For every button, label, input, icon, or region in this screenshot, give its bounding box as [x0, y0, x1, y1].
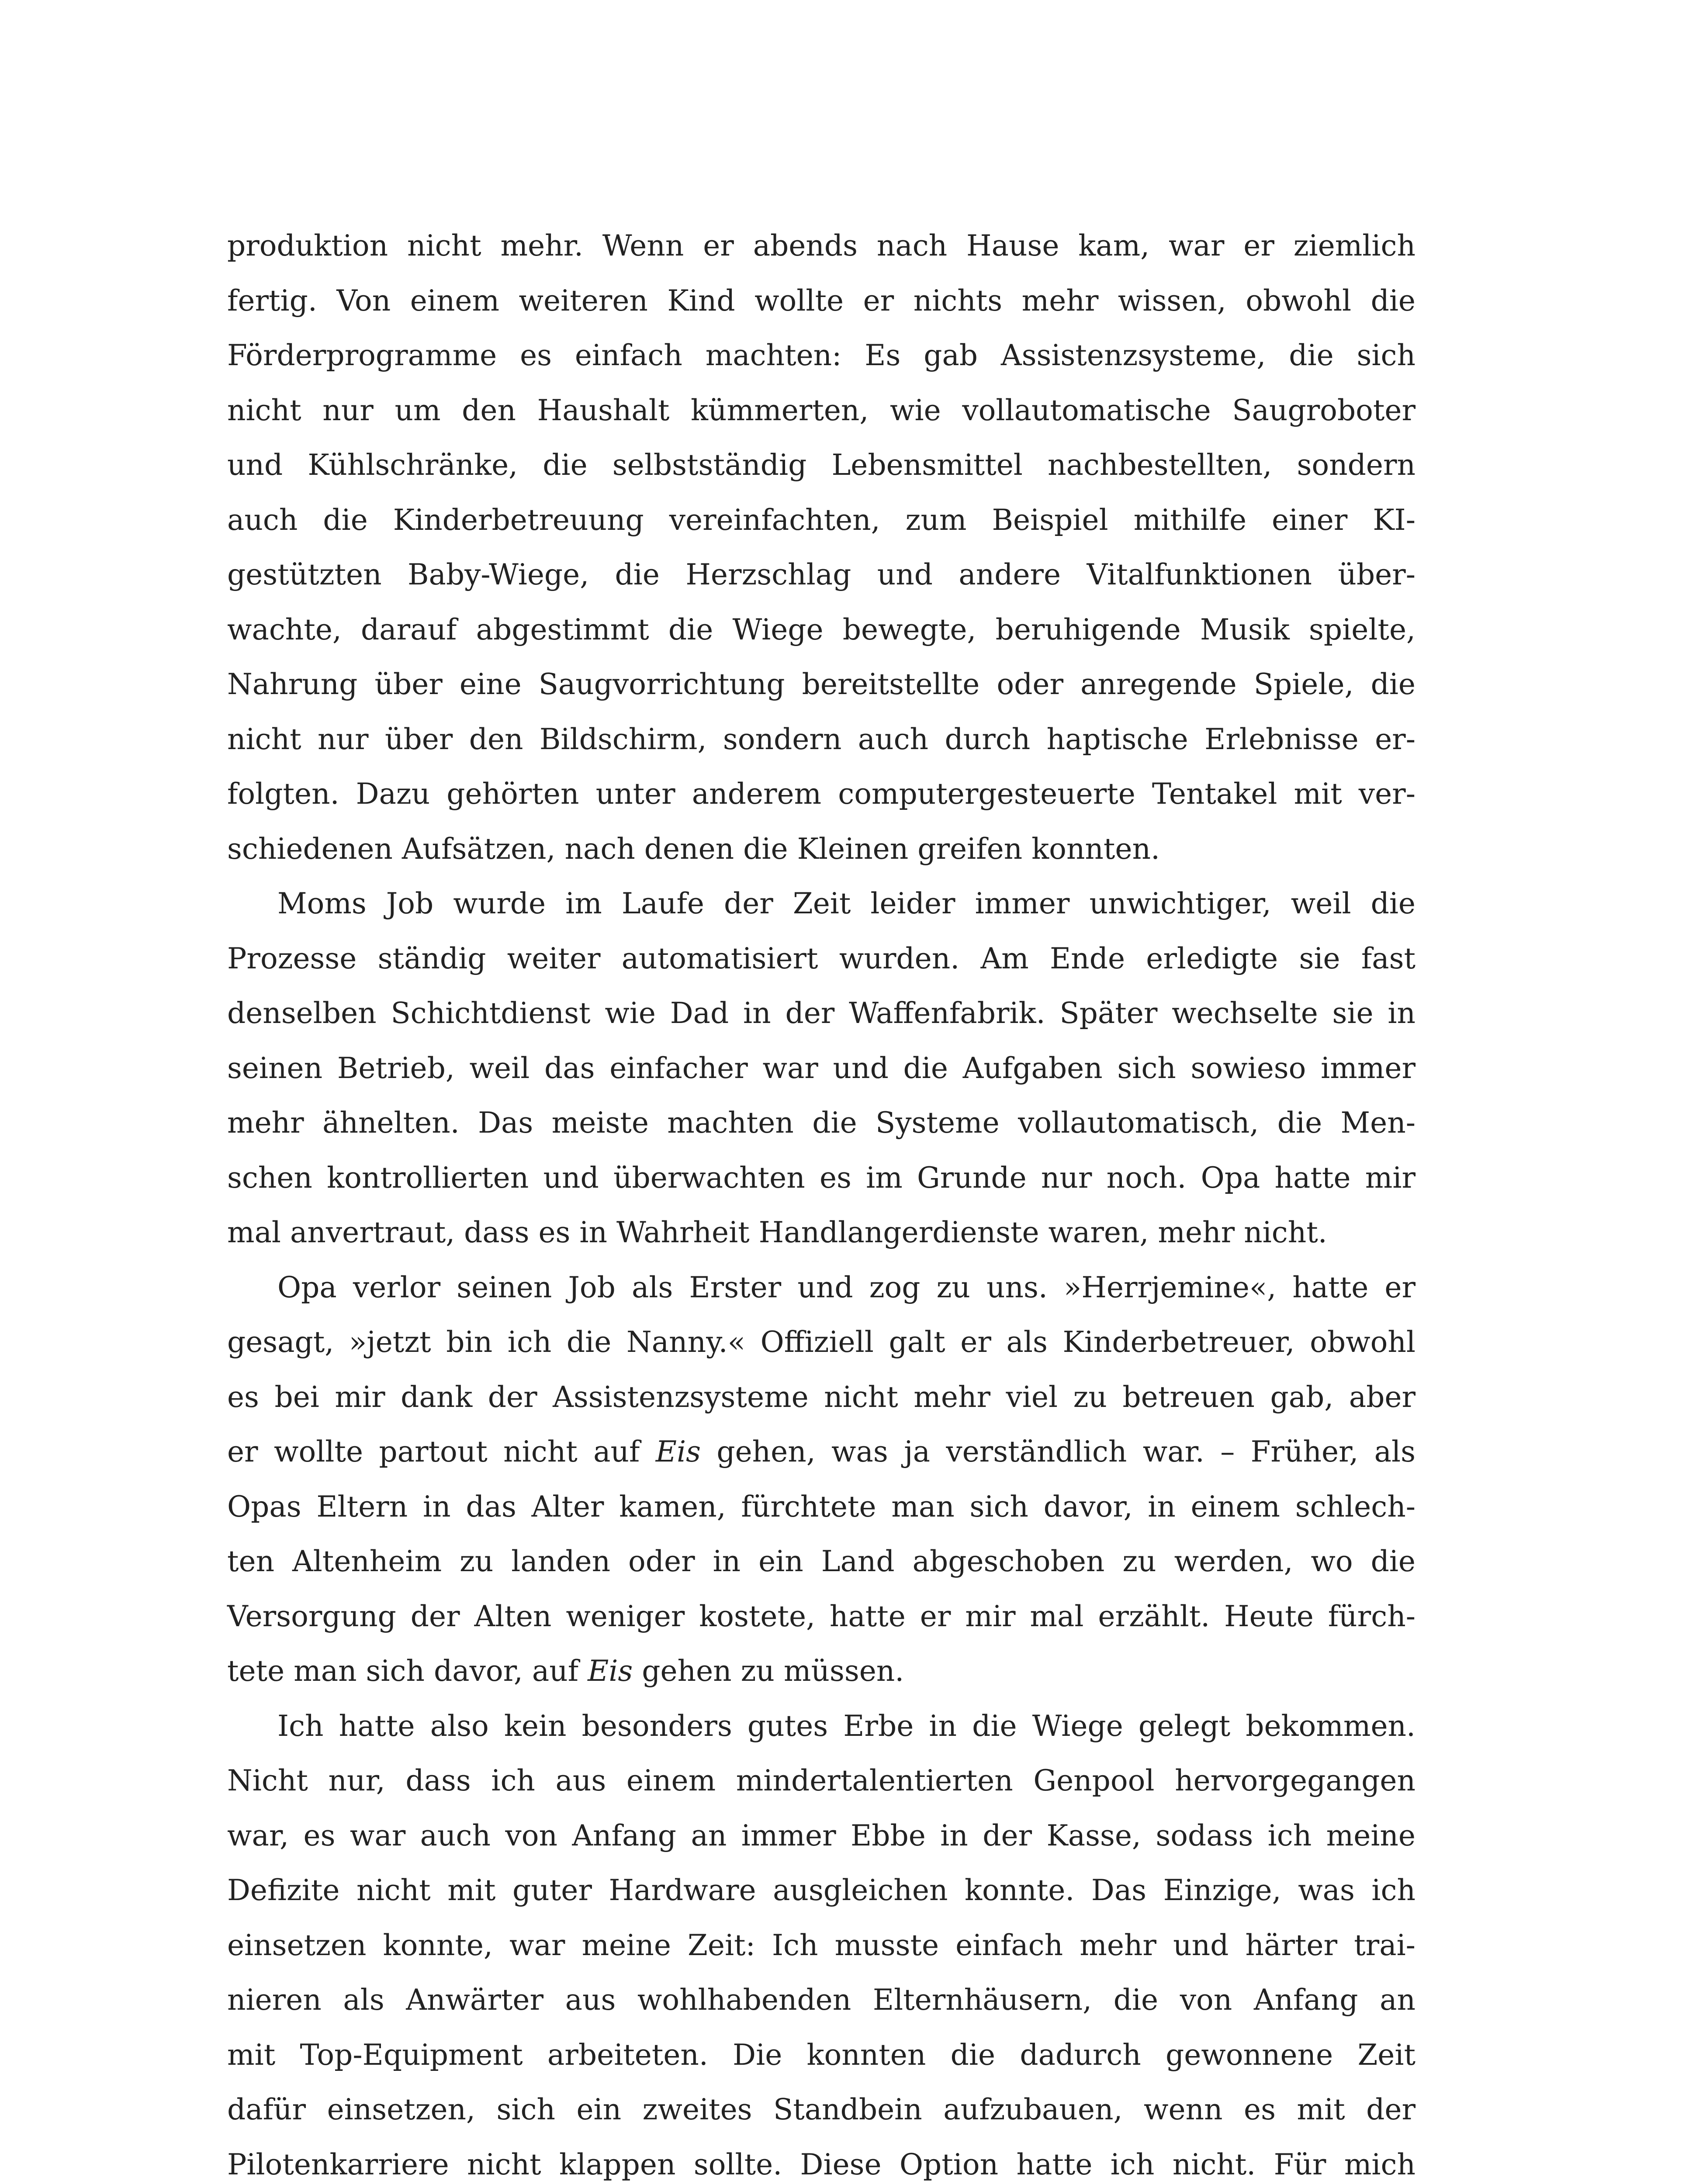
text-line: ten Altenheim zu landen oder in ein Land abgeschoben zu werden, wo die	[227, 1545, 1416, 1578]
text-line: wachte, darauf abgestimmt die Wiege bewegte, beruhigende Musik spielte,	[227, 612, 1416, 646]
body-text	[227, 218, 1416, 2184]
text-line: Opas Eltern in das Alter kamen, fürchtete man sich davor, in einem schlech-	[227, 1489, 1416, 1524]
text-line: Nicht nur, dass ich aus einem mindertalentierten Genpool hervorgegangen	[227, 1764, 1416, 1797]
text-line: mit Top-Equipment arbeiteten. Die konnten die dadurch gewonnene Zeit	[227, 2038, 1416, 2072]
text-line: denselben Schichtdienst wie Dad in der Waffenfabrik. Später wechselte sie in	[227, 996, 1416, 1030]
text-line: schiedenen Aufsätzen, nach denen die Kleinen greifen konnten.	[227, 832, 1160, 866]
text-line: und Kühlschränke, die selbstständig Lebensmittel nachbestellten, sondern	[227, 448, 1416, 482]
text-line: schen kontrollierten und überwachten es im Grunde nur noch. Opa hatte mir	[227, 1161, 1416, 1195]
text-line: Förderprogramme es einfach machten: Es gab Assistenzsysteme, die sich	[227, 339, 1416, 372]
text-line-segment: er wollte partout nicht auf	[227, 1435, 656, 1469]
text-line	[227, 1644, 1416, 1699]
text-line: folgten. Dazu gehörten unter anderem computergesteuerte Tentakel mit ver-	[227, 777, 1416, 811]
emphasized-word: Eis	[655, 1435, 701, 1469]
text-line: produktion nicht mehr. Wenn er abends nach Hause kam, war er ziemlich	[227, 229, 1416, 263]
emphasized-word: Eis	[588, 1654, 633, 1688]
text-line: Ich hatte also kein besonders gutes Erbe in die Wiege gelegt bekommen.	[277, 1709, 1416, 1743]
text-line: Defizite nicht mit guter Hardware ausgleichen konnte. Das Einzige, was ich	[227, 1873, 1416, 1907]
text-line-segment: gehen zu müssen.	[633, 1654, 904, 1688]
text-line: nicht nur über den Bildschirm, sondern auch durch haptische Erlebnisse er-	[227, 722, 1416, 756]
text-line: es bei mir dank der Assistenzsysteme nicht mehr viel zu betreuen gab, aber	[227, 1380, 1416, 1414]
text-line: mal anvertraut, dass es in Wahrheit Handlangerdienste waren, mehr nicht.	[227, 1216, 1327, 1249]
text-line-segment: gehen, was ja verständlich war. – Früher, als	[700, 1435, 1416, 1469]
text-line: gestützten Baby-Wiege, die Herzschlag und andere Vitalfunktionen über-	[227, 558, 1416, 591]
text-line: Moms Job wurde im Laufe der Zeit leider immer unwichtiger, weil die	[277, 887, 1416, 920]
text-line: Nahrung über eine Saugvorrichtung bereitstellte oder anregende Spiele, die	[227, 667, 1416, 701]
text-line: dafür einsetzen, sich ein zweites Standbein aufzubauen, wenn es mit der	[227, 2093, 1416, 2126]
text-line-segment: tete man sich davor, auf	[227, 1654, 588, 1688]
text-line	[227, 1424, 1416, 1479]
text-line: fertig. Von einem weiteren Kind wollte er nichts mehr wissen, obwohl die	[227, 283, 1416, 318]
text-line: Prozesse ständig weiter automatisiert wurden. Am Ende erledigte sie fast	[227, 941, 1416, 975]
text-line: seinen Betrieb, weil das einfacher war und die Aufgaben sich sowieso immer	[227, 1051, 1416, 1085]
text-line: Pilotenkarriere nicht klappen sollte. Diese Option hatte ich nicht. Für mich	[227, 2147, 1416, 2181]
text-line: Opa verlor seinen Job als Erster und zog zu uns. »Herrjemine«, hatte er	[277, 1270, 1416, 1304]
text-line: mehr ähnelten. Das meiste machten die Systeme vollautomatisch, die Men-	[227, 1106, 1416, 1140]
text-line: nicht nur um den Haushalt kümmerten, wie vollautomatische Saugroboter	[227, 393, 1416, 427]
text-line: nieren als Anwärter aus wohlhabenden Elternhäusern, die von Anfang an	[227, 1983, 1416, 2017]
text-line: gesagt, »jetzt bin ich die Nanny.« Offiziell galt er als Kinderbetreuer, obwohl	[227, 1325, 1416, 1359]
text-line: einsetzen konnte, war meine Zeit: Ich musste einfach mehr und härter trai-	[227, 1928, 1416, 1962]
text-line: auch die Kinderbetreuung vereinfachten, zum Beispiel mithilfe einer KI-	[227, 503, 1416, 537]
text-line: war, es war auch von Anfang an immer Ebbe in der Kasse, sodass ich meine	[227, 1818, 1416, 1852]
text-line: Versorgung der Alten weniger kostete, hatte er mir mal erzählt. Heute fürch-	[227, 1599, 1416, 1633]
